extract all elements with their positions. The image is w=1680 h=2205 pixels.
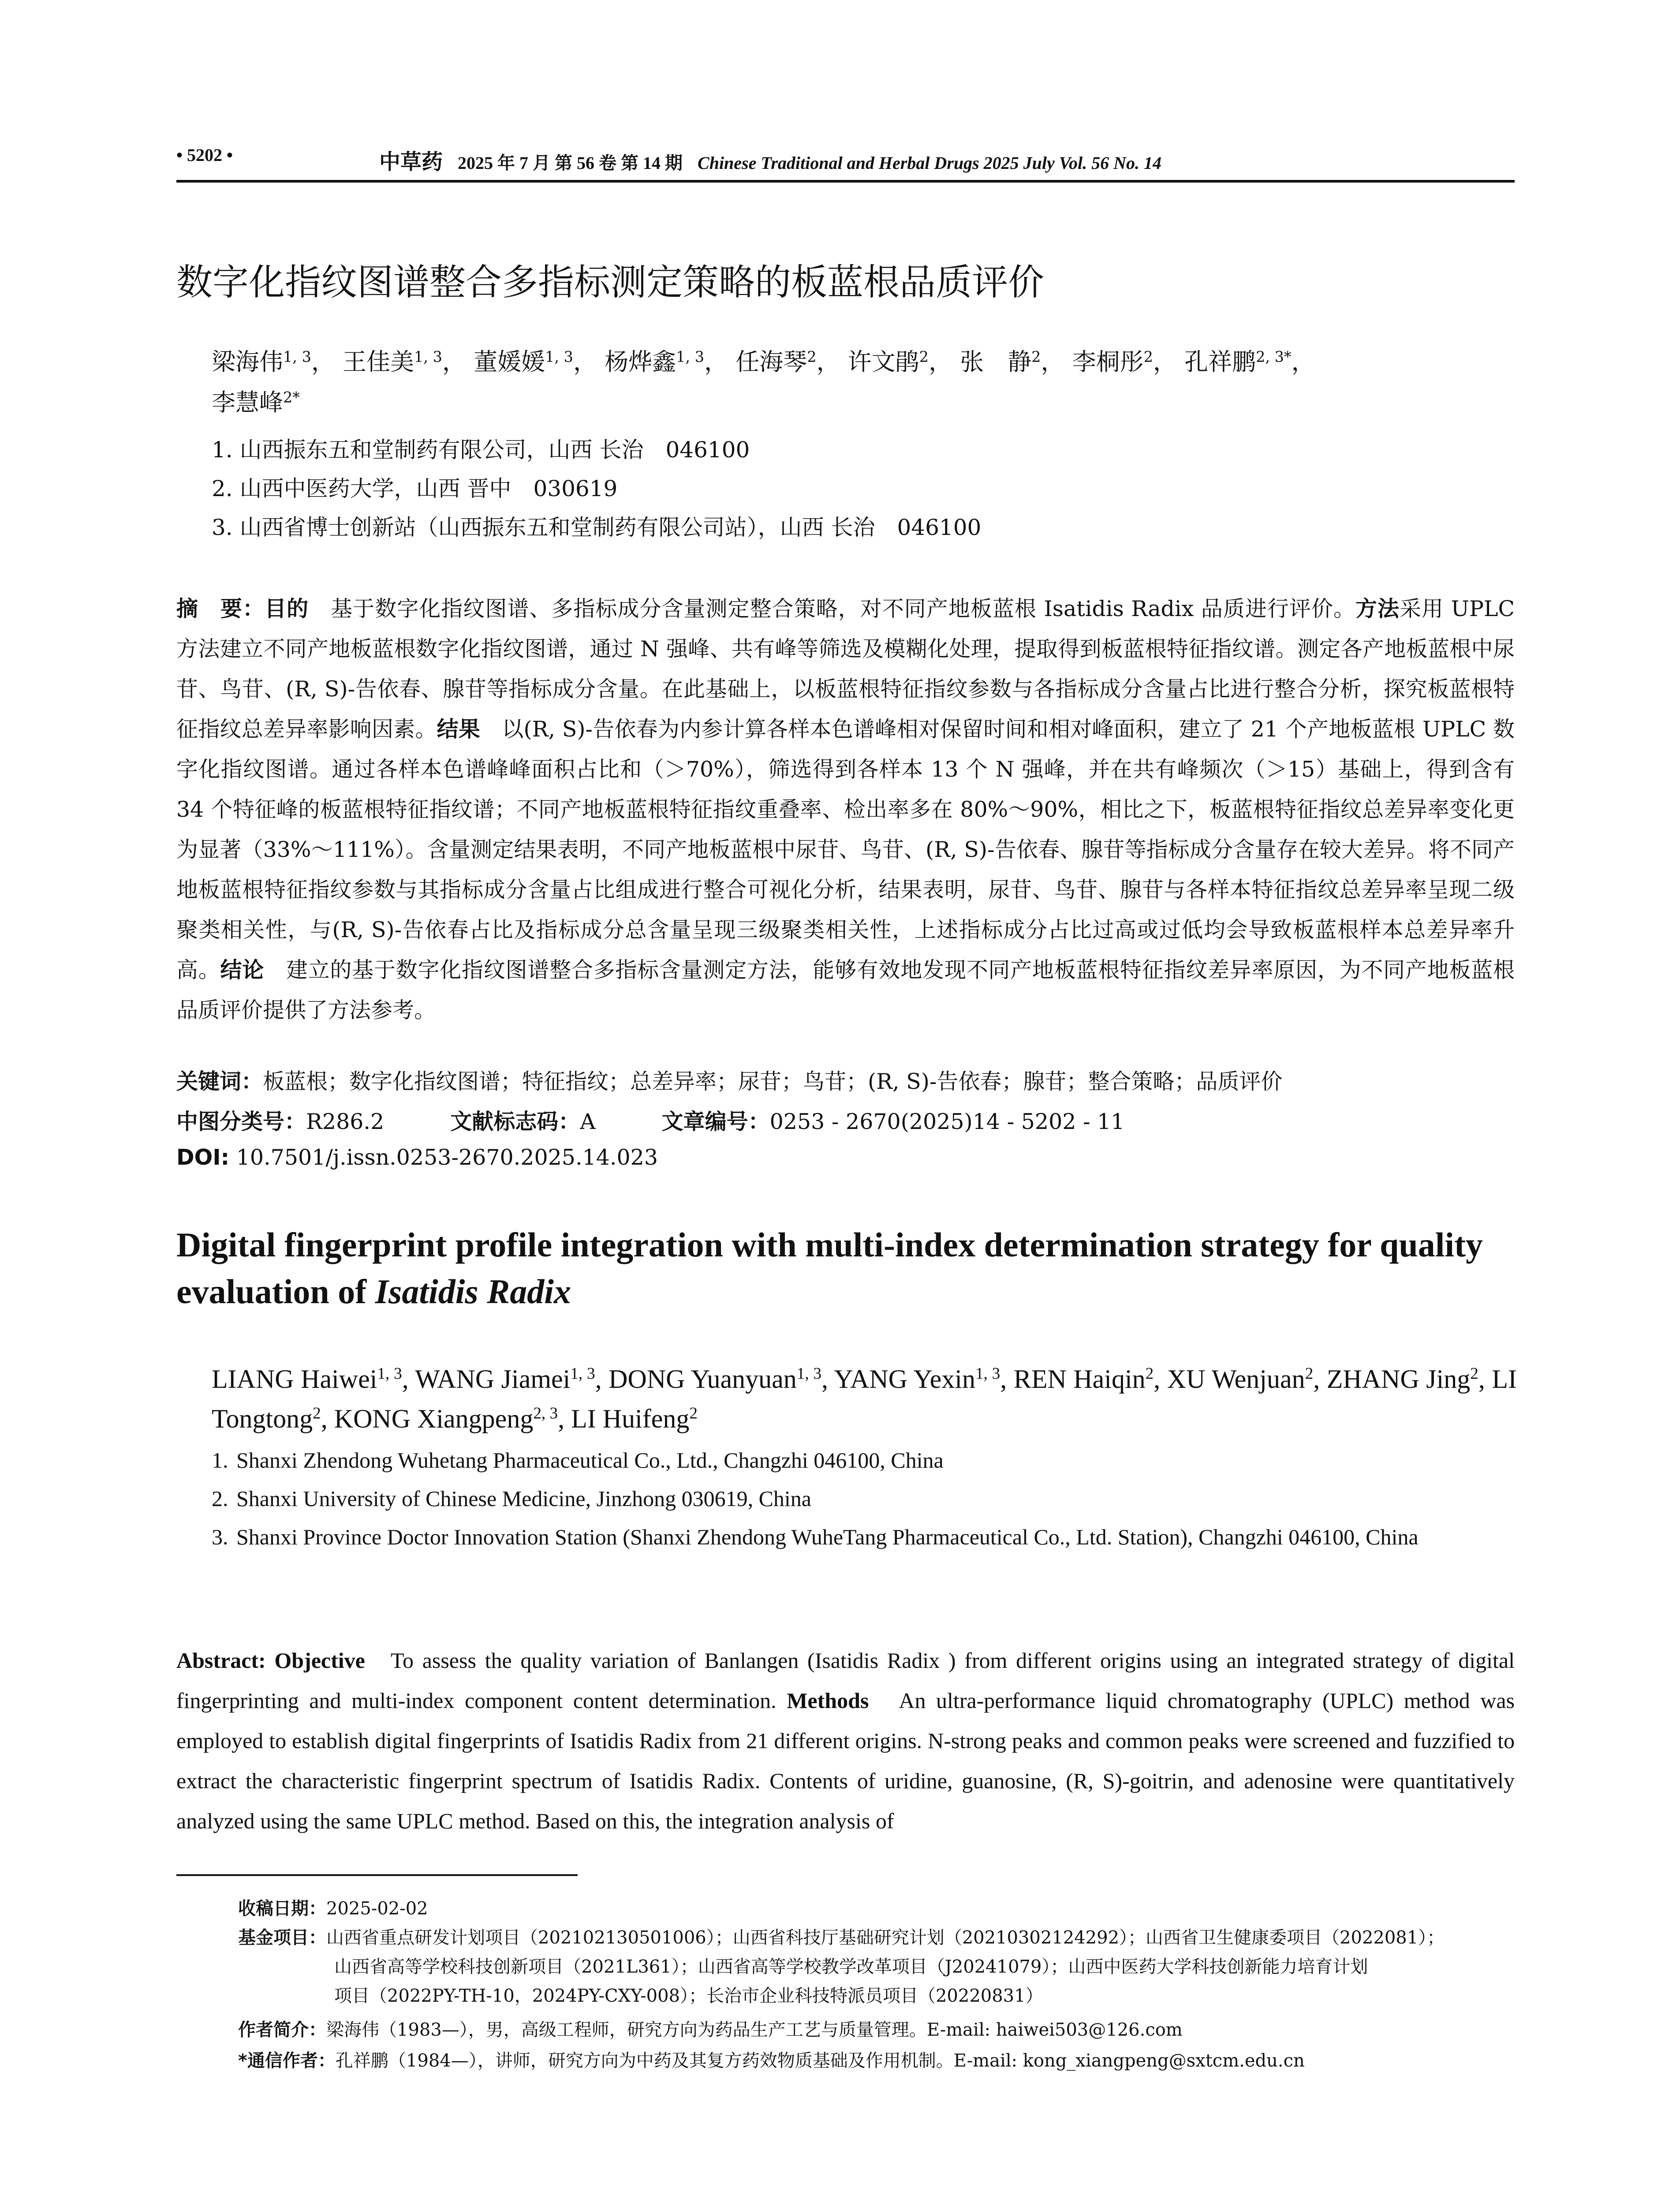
title-en-species: Isatidis Radix — [375, 1272, 571, 1311]
author-en: REN Haiqin$^2$ — [1013, 1364, 1154, 1394]
issue-cn: 2025 年 7 月 第 56 卷 第 14 期 — [458, 153, 683, 173]
results-label-cn: 结果 — [437, 717, 481, 742]
objective-label-cn: 目的 — [265, 596, 309, 621]
author-cn: 梁海伟$^{1, 3}$ — [212, 348, 311, 376]
clc-value: R286.2 — [306, 1109, 385, 1134]
author-list-en: LIANG Haiwei$^{1, 3}$, WANG Jiamei$^{1, 3}$, DONG Yuanyuan$^{1, 3}$, YANG Yexin$^{1, 3}$, REN Haiqin$^2$, XU Wenjuan$^2$, ZHANG Jing$^2$, LI Tongtong$^2$, KONG Xiangpeng$^{2, 3}$, LI Huifeng$^2$ — [212, 1364, 1517, 1433]
issue-en: Chinese Traditional and Herbal Drugs 2025 July Vol. 56 No. 14 — [698, 153, 1162, 173]
author-en: XU Wenjuan$^2$ — [1167, 1364, 1314, 1394]
author-cn: 王佳美$^{1, 3}$ — [343, 348, 442, 376]
methods-label-en: Methods — [787, 1688, 869, 1713]
author-en: YANG Yexin$^{1, 3}$ — [834, 1364, 1001, 1394]
classification-line — [176, 1105, 1124, 1136]
journal-logo: 中草药 — [379, 150, 443, 174]
running-header — [176, 140, 1515, 183]
article-title-cn: 数字化指纹图谱整合多指标测定策略的板蓝根品质评价 — [176, 262, 1045, 303]
doi-value: 10.7501/j.issn.0253-2670.2025.14.023 — [236, 1145, 658, 1170]
author-cn: 任海琴$^2$ — [735, 348, 817, 376]
affiliation-en-3: 3. Shanxi Province Doctor Innovation Station (Shanxi Zhendong WuheTang Pharmaceutical Co., Ltd. Station), Changzhi 046100, China — [212, 1525, 1419, 1549]
author-en: ZHANG Jing$^2$ — [1326, 1364, 1478, 1394]
footnote-author: 作者简介：梁海伟（1983—），男，高级工程师，研究方向为药品生产工艺与质量管理。E-mail: haiwei503@126.com — [238, 2020, 1183, 2040]
page-number: • 5202 • — [176, 145, 233, 165]
author-en: LI Tongtong$^2$ — [212, 1364, 1517, 1433]
journal-citation — [379, 145, 1161, 175]
doc-code-label: 文献标志码： — [450, 1109, 580, 1134]
abstract-label-cn: 摘 要： — [176, 596, 265, 621]
footnote-funding: 基金项目：山西省重点研发计划项目（202102130501006）；山西省科技厅基础研究计划（20210302124292）；山西省卫生健康委项目（2022081）； 山西省高等学校科技创新项目（2021L361）；山西省高等学校教学改革项目（J20241079）；山西中医药大学科技创新能力培育计划 项目（2022PY-TH-10，2024PY-CXY-008）；长治市企业科技特派员项目（20220831） — [238, 1928, 1445, 2006]
methods-label-cn: 方法 — [1355, 596, 1400, 621]
doi-label: DOI: — [176, 1145, 230, 1170]
doi-line — [176, 1145, 658, 1170]
footnote-corresponding: *通信作者：孔祥鹏（1984—），讲师，研究方向为中药及其复方药效物质基础及作用机制。E-mail: kong_xiangpeng@sxtcm.edu.cn — [238, 2051, 1305, 2071]
clc-label: 中图分类号： — [176, 1109, 306, 1134]
methods-text-cn: 采用 UPLC 方法建立不同产地板蓝根数字化指纹图谱，通过 N 强峰、共有峰等筛选及模糊化处理，提取得到板蓝根特征指纹谱。测定各产地板蓝根中尿苷、鸟苷、(R, S)-告依春、腺苷等指标成分含量。在此基础上，以板蓝根特征指纹参数与各指标成分含量占比进行整合分析，探究板蓝根特征指纹总差异率影响因素。 — [176, 596, 1515, 742]
article-no-value: 0253 - 2670(2025)14 - 5202 - 11 — [769, 1109, 1125, 1134]
conclusion-label-cn: 结论 — [220, 957, 265, 983]
author-cn: 孔祥鹏$^{2, 3*}$ — [1184, 348, 1292, 376]
abstract-label-en: Abstract: — [176, 1648, 266, 1673]
footnote-divider — [176, 1874, 578, 1876]
keywords-label: 关键词： — [176, 1069, 263, 1094]
doc-code-value: A — [580, 1109, 596, 1134]
keywords-line — [176, 1065, 1282, 1095]
abstract-cn — [176, 589, 1515, 1030]
objective-text-cn: 基于数字化指纹图谱、多指标成分含量测定整合策略，对不同产地板蓝根 Isatidis Radix 品质进行评价。 — [331, 596, 1355, 621]
author-en: WANG Jiamei$^{1, 3}$ — [415, 1364, 595, 1394]
article-no-label: 文章编号： — [661, 1109, 770, 1134]
conclusion-text-cn: 建立的基于数字化指纹图谱整合多指标含量测定方法，能够有效地发现不同产地板蓝根特征指纹差异率原因，为不同产地板蓝根品质评价提供了方法参考。 — [176, 957, 1515, 1023]
author-en: KONG Xiangpeng$^{2, 3}$ — [334, 1404, 558, 1433]
author-en: LI Huifeng$^2$ — [571, 1404, 698, 1433]
abstract-en — [176, 1641, 1515, 1841]
affiliation-cn-2: 2. 山西中医药大学，山西 晋中 030619 — [212, 476, 618, 501]
keywords-text: 板蓝根；数字化指纹图谱；特征指纹；总差异率；尿苷；鸟苷；(R, S)-告依春；腺苷；整合策略；品质评价 — [263, 1069, 1283, 1094]
methods-text-en: An ultra-performance liquid chromatography (UPLC) method was employed to establish digital fingerprints of Isatidis Radix from 21 different origins. N-strong peaks and common peaks were screened and fuzzified to extract the characteristic fingerprint spectrum of Isatidis Radix. Contents of uridine, guanosine, (R, S)-goitrin, and adenosine were quantitatively analyzed using the same UPLC method. Based on this, the integration analysis of — [176, 1688, 1515, 1833]
affiliation-en-1: 1. Shanxi Zhendong Wuhetang Pharmaceutical Co., Ltd., Changzhi 046100, China — [212, 1448, 944, 1472]
title-en-text: Digital fingerprint profile integration with multi-index determination strategy for quality evaluation of — [176, 1226, 1483, 1311]
author-cn: 许文鹃$^2$ — [847, 348, 929, 376]
objective-label-en: Objective — [274, 1648, 365, 1673]
footnote-received: 收稿日期：2025-02-02 — [238, 1899, 428, 1919]
author-cn: 董媛媛$^{1, 3}$ — [474, 348, 573, 376]
article-title-en — [176, 1222, 1515, 1315]
affiliation-en-2: 2. Shanxi University of Chinese Medicine, Jinzhong 030619, China — [212, 1486, 812, 1511]
author-cn: 张 静$^2$ — [960, 348, 1041, 376]
author-list-cn: 梁海伟$^{1, 3}$， 王佳美$^{1, 3}$， 董媛媛$^{1, 3}$， 杨烨鑫$^{1, 3}$， 任海琴$^2$， 许文鹃$^2$， 张 静$^2$， 李桐彤$^2$， 孔祥鹏$^{2, 3*}$， 李慧峰$^{2*}$ — [212, 348, 1315, 416]
author-cn: 李桐彤$^2$ — [1072, 348, 1153, 376]
results-text-cn: 以(R, S)-告依春为内参计算各样本色谱峰相对保留时间和相对峰面积，建立了 21 个产地板蓝根 UPLC 数字化指纹图谱。通过各样本色谱峰峰面积占比和（＞70%），筛选得到各样本 13 个 N 强峰，并在共有峰频次（＞15）基础上，得到含有 34 个特征峰的板蓝根特征指纹谱；不同产地板蓝根特征指纹重叠率、检出率多在 80%～90%，相比之下，板蓝根特征指纹总差异率变化更为显著（33%～111%）。含量测定结果表明，不同产地板蓝根中尿苷、鸟苷、(R, S)-告依春、腺苷等指标成分含量存在较大差异。将不同产地板蓝根特征指纹参数与其指标成分含量占比组成进行整合可视化分析，结果表明，尿苷、鸟苷、腺苷与各样本特征指纹总差异率呈现二级聚类相关性，与(R, S)-告依春占比及指标成分总含量呈现三级聚类相关性，上述指标成分占比过高或过低均会导致板蓝根样本总差异率升高。 — [176, 717, 1515, 983]
affiliation-cn-3: 3. 山西省博士创新站（山西振东五和堂制药有限公司站），山西 长治 046100 — [212, 515, 982, 540]
author-cn: 杨烨鑫$^{1, 3}$ — [605, 348, 705, 376]
author-en: DONG Yuanyuan$^{1, 3}$ — [609, 1364, 822, 1394]
author-cn: 李慧峰$^{2*}$ — [212, 389, 300, 416]
affiliation-cn-1: 1. 山西振东五和堂制药有限公司，山西 长治 046100 — [212, 437, 750, 463]
author-en: LIANG Haiwei$^{1, 3}$ — [212, 1364, 402, 1394]
objective-text-en: To assess the quality variation of Banlangen (Isatidis Radix ) from different origins using an integrated strategy of digital fingerprinting and multi-index component content determination. — [176, 1648, 1515, 1713]
